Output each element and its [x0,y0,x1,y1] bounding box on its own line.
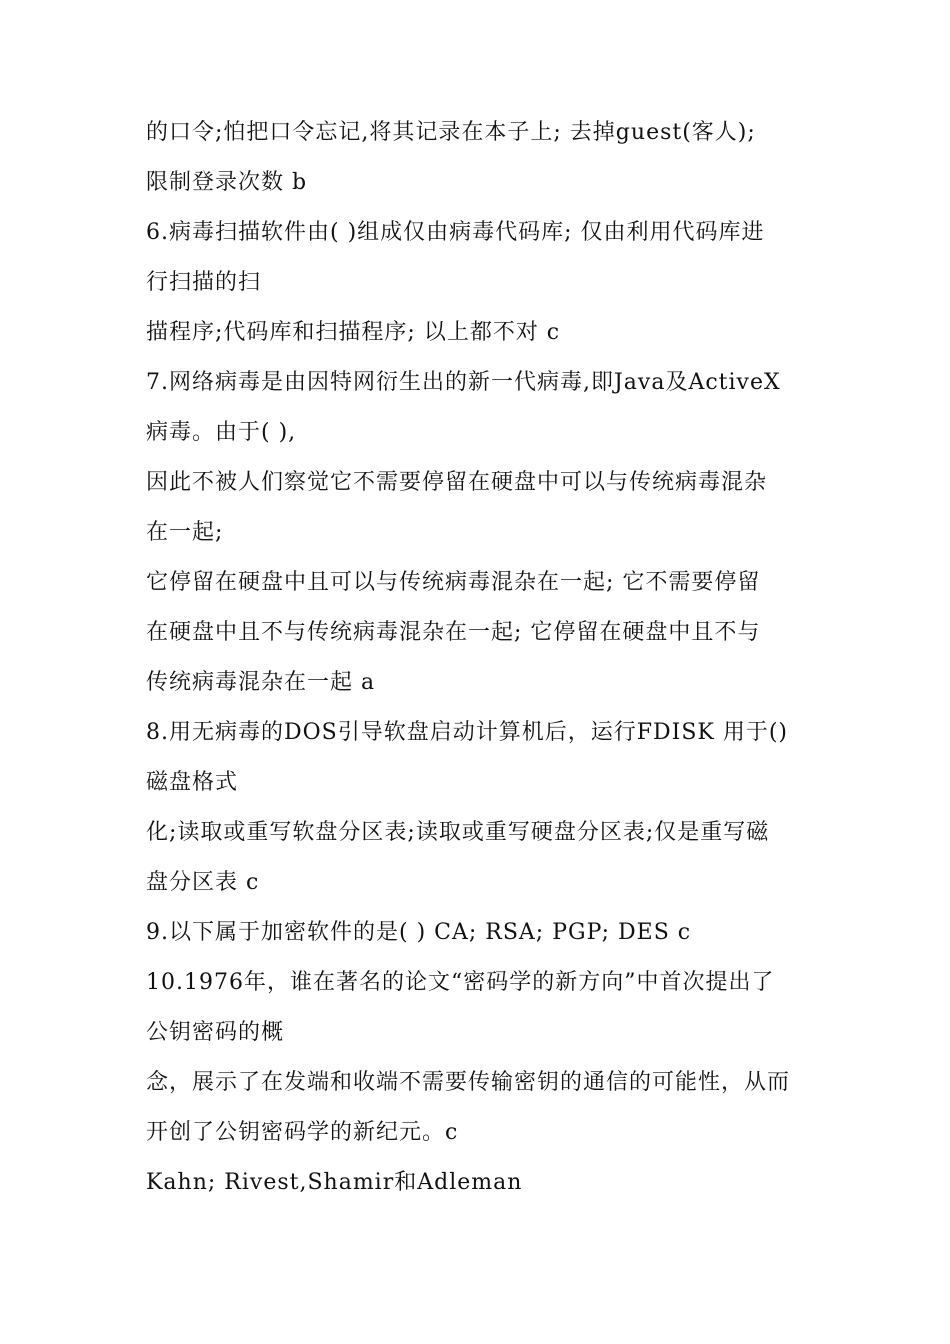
text-line: 描程序;代码库和扫描程序; 以上都不对 c [146,320,561,345]
text-line: 9.以下属于加密软件的是( ) CA; RSA; PGP; DES c [146,920,692,945]
text-line: 8.用无病毒的DOS引导软盘启动计算机后，运行FDISK 用于() [146,720,788,745]
text-line: 磁盘格式 [146,770,239,795]
text-line: 病毒。由于( ), [146,420,297,445]
text-line: 7.网络病毒是由因特网衍生出的新一代病毒,即Java及ActiveX [146,370,781,395]
text-line: 限制登录次数 b [146,170,308,195]
text-line: 化;读取或重写软盘分区表;读取或重写硬盘分区表;仅是重写磁 [146,820,770,845]
text-line: 在一起; [146,520,224,545]
text-line: 开创了公钥密码学的新纪元。c [146,1120,459,1145]
text-line: 因此不被人们察觉它不需要停留在硬盘中可以与传统病毒混杂 [146,470,768,495]
text-line: 盘分区表 c [146,870,260,895]
text-line: 念，展示了在发端和收端不需要传输密钥的通信的可能性，从而 [146,1070,791,1095]
text-line: 在硬盘中且不与传统病毒混杂在一起; 它停留在硬盘中且不与 [146,620,761,645]
text-line: 它停留在硬盘中且可以与传统病毒混杂在一起; 它不需要停留 [146,570,761,595]
text-line: Kahn; Rivest,Shamir和Adleman [146,1170,523,1195]
text-line: 公钥密码的概 [146,1020,285,1045]
text-line: 6.病毒扫描软件由( )组成仅由病毒代码库; 仅由利用代码库进 [146,220,765,245]
text-line: 10.1976年，谁在著名的论文“密码学的新方向”中首次提出了 [146,970,775,995]
text-line: 行扫描的扫 [146,270,262,295]
text-line: 传统病毒混杂在一起 a [146,670,376,695]
text-line: 的口令;怕把口令忘记,将其记录在本子上; 去掉guest(客人); [146,120,756,145]
